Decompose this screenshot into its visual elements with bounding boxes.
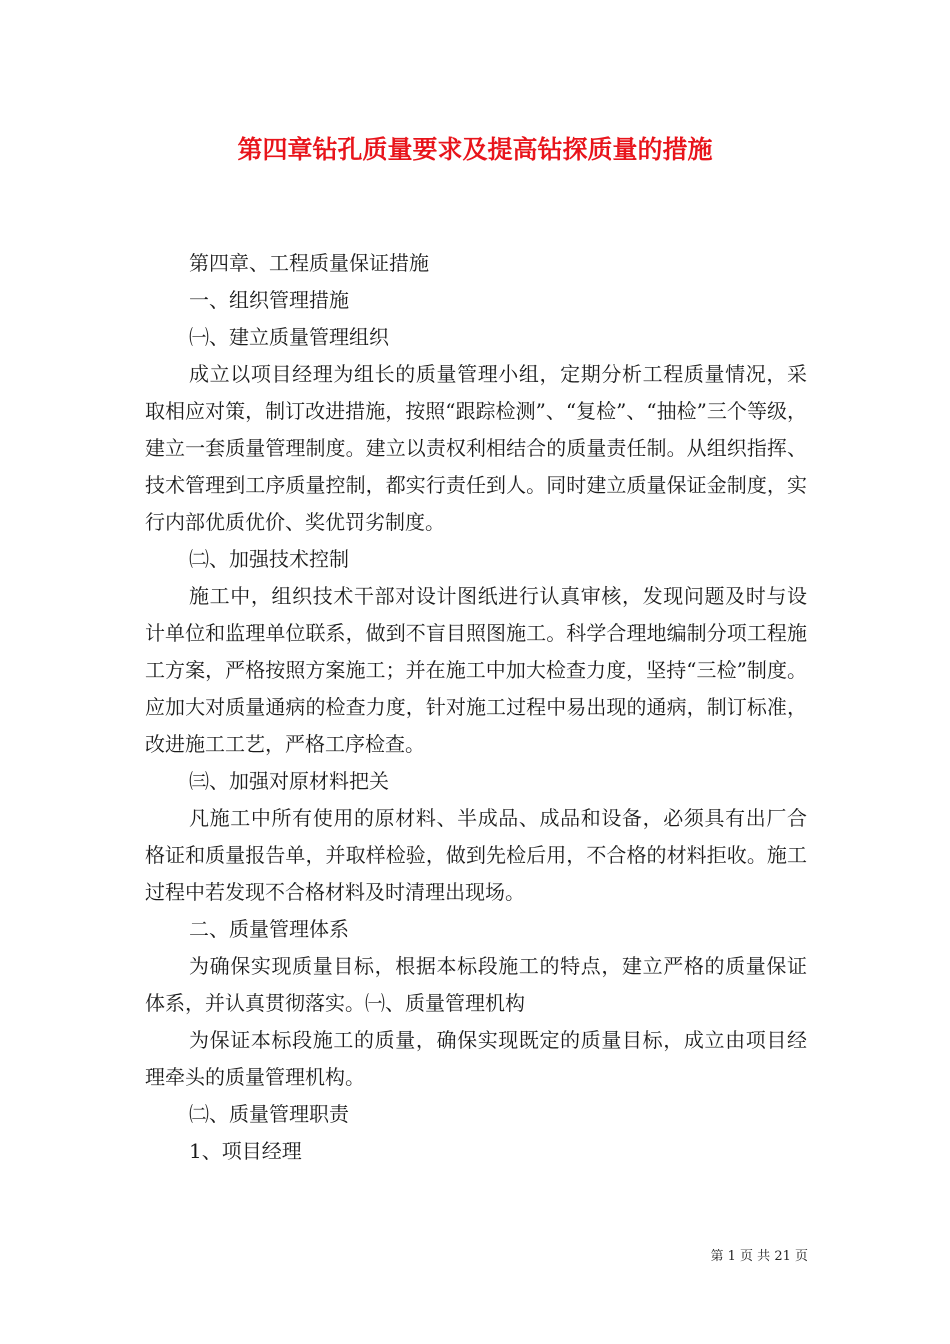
paragraph-quality-organization-body: 为保证本标段施工的质量，确保实现既定的质量目标，成立由项目经理牵头的质量管理机构。 [145, 1028, 807, 1089]
heading-subsection-1-1: ㈠、建立质量管理组织 [189, 325, 389, 349]
heading-subsection-2-2: ㈡、质量管理职责 [189, 1102, 349, 1126]
paragraph-quality-organization: 成立以项目经理为组长的质量管理小组，定期分析工程质量情况，采取相应对策，制订改进措施，按照“跟踪检测”、“复检”、“抽检”三个等级，建立一套质量管理制度。建立以责权利相结合的质量责任制。从组织指挥、技术管理到工序质量控制，都实行责任到人。同时建立质量保证金制度，实行内部优质优价、奖优罚劣制度。 [145, 362, 807, 534]
paragraph-quality-system: 为确保实现质量目标，根据本标段施工的特点，建立严格的质量保证体系，并认真贯彻落实。㈠、质量管理机构 [145, 954, 807, 1015]
heading-item-1: 1、项目经理 [189, 1139, 302, 1163]
heading-subsection-1-3: ㈢、加强对原材料把关 [189, 769, 389, 793]
document-title: 第四章钻孔质量要求及提高钻探质量的措施 [237, 135, 713, 164]
paragraph-technical-control: 施工中，组织技术干部对设计图纸进行认真审核，发现问题及时与设计单位和监理单位联系，做到不盲目照图施工。科学合理地编制分项工程施工方案，严格按照方案施工；并在施工中加大检查力度，坚持“三检”制度。应加大对质量通病的检查力度，针对施工过程中易出现的通病，制订标准，改进施工工艺，严格工序检查。 [145, 584, 807, 756]
paragraph-material-control: 凡施工中所有使用的原材料、半成品、成品和设备，必须具有出厂合格证和质量报告单，并取样检验，做到先检后用，不合格的材料拒收。施工过程中若发现不合格材料及时清理出现场。 [145, 806, 807, 904]
heading-chapter: 第四章、工程质量保证措施 [189, 251, 429, 275]
heading-section-1: 一、组织管理措施 [189, 288, 349, 312]
document-body [145, 245, 807, 1170]
page-number-footer: 第 1 页 共 21 页 [710, 1249, 808, 1264]
heading-section-2: 二、质量管理体系 [189, 917, 349, 941]
heading-subsection-1-2: ㈡、加强技术控制 [189, 547, 349, 571]
